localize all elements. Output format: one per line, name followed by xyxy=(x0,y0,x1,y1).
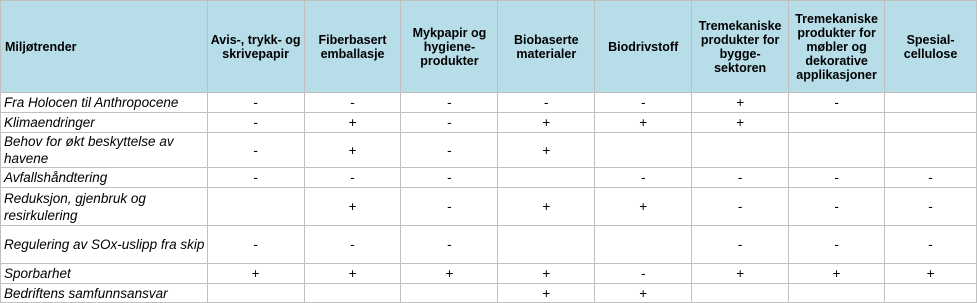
trend-mark: - xyxy=(447,199,452,214)
trend-cell xyxy=(304,188,401,226)
trend-mark: + xyxy=(542,115,551,130)
header-column: Avis-, trykk- og skrivepapir xyxy=(207,1,304,93)
trend-mark: + xyxy=(348,142,357,158)
trend-cell xyxy=(789,93,885,113)
trend-cell xyxy=(789,264,885,284)
header-trends: Miljøtrender xyxy=(1,1,208,93)
row-label: Bedriftens samfunnsansvar xyxy=(1,284,208,303)
trend-mark: - xyxy=(928,170,933,185)
trend-mark: - xyxy=(253,115,258,130)
trend-mark: + xyxy=(445,266,454,281)
trend-mark: - xyxy=(447,115,452,130)
trend-cell xyxy=(789,133,885,168)
trend-cell xyxy=(789,284,885,303)
table-row xyxy=(1,133,977,168)
trend-mark: + xyxy=(832,266,841,281)
trend-cell xyxy=(498,226,595,264)
trend-cell xyxy=(207,264,304,284)
header-column: Tremekaniske produkter for møbler og dekorative applikasjoner xyxy=(789,1,885,93)
trend-mark: - xyxy=(928,199,933,214)
trend-cell xyxy=(885,168,977,188)
trend-mark: - xyxy=(447,95,452,110)
trend-cell xyxy=(304,226,401,264)
trend-mark: - xyxy=(928,237,933,252)
trend-cell xyxy=(401,226,498,264)
trend-cell xyxy=(692,226,789,264)
trend-cell xyxy=(207,93,304,113)
header-row xyxy=(1,1,977,93)
header-column: Fiberbasert emballasje xyxy=(304,1,401,93)
trend-cell xyxy=(692,113,789,133)
trend-cell xyxy=(595,188,692,226)
trend-cell xyxy=(207,284,304,303)
trend-mark: - xyxy=(253,95,258,110)
trend-mark: + xyxy=(736,115,745,130)
trend-mark: + xyxy=(348,266,357,281)
trend-mark: - xyxy=(737,170,743,185)
trend-mark: - xyxy=(640,170,646,185)
trend-mark: + xyxy=(542,142,551,158)
row-label: Behov for økt beskyttelse av havene xyxy=(1,133,208,168)
trend-cell xyxy=(304,264,401,284)
trend-cell xyxy=(885,284,977,303)
trend-cell xyxy=(401,188,498,226)
trend-cell xyxy=(304,113,401,133)
trend-cell xyxy=(595,168,692,188)
trend-cell xyxy=(692,133,789,168)
trend-cell xyxy=(304,93,401,113)
header-column: Tremekaniske produkter for bygge- sektoren xyxy=(692,1,789,93)
trend-cell xyxy=(401,168,498,188)
trend-cell xyxy=(401,93,498,113)
trend-mark: + xyxy=(348,199,357,214)
trend-cell xyxy=(304,284,401,303)
trend-cell xyxy=(207,226,304,264)
trend-cell xyxy=(498,264,595,284)
trend-cell xyxy=(595,226,692,264)
header-column: Biodrivstoff xyxy=(595,1,692,93)
trend-mark: + xyxy=(639,115,648,130)
trend-mark: - xyxy=(447,142,452,158)
trend-mark: + xyxy=(639,199,648,214)
table-row xyxy=(1,113,977,133)
table-row xyxy=(1,93,977,113)
trend-cell xyxy=(595,93,692,113)
trend-mark: + xyxy=(639,285,648,301)
trend-cell xyxy=(789,188,885,226)
row-label: Avfallshåndtering xyxy=(1,168,208,188)
trend-cell xyxy=(885,188,977,226)
trend-cell xyxy=(304,133,401,168)
trend-cell xyxy=(498,93,595,113)
trend-mark: - xyxy=(834,170,839,185)
trend-mark: + xyxy=(251,266,260,281)
trend-cell xyxy=(207,188,304,226)
trend-cell xyxy=(401,264,498,284)
table-row xyxy=(1,226,977,264)
trend-mark: - xyxy=(447,237,452,252)
trend-mark: + xyxy=(542,199,551,214)
row-label: Regulering av SOx-uslipp fra skip xyxy=(1,226,208,264)
trend-mark: + xyxy=(736,95,745,110)
trend-cell xyxy=(207,113,304,133)
trend-mark: - xyxy=(350,170,355,185)
trend-mark: + xyxy=(542,266,551,281)
trend-mark: - xyxy=(253,170,258,185)
trend-cell xyxy=(498,188,595,226)
trend-cell xyxy=(692,168,789,188)
trend-mark: - xyxy=(253,237,258,252)
trend-cell xyxy=(885,133,977,168)
table-row xyxy=(1,284,977,303)
trend-mark: - xyxy=(737,199,743,214)
trend-cell xyxy=(885,113,977,133)
trend-cell xyxy=(498,133,595,168)
trend-cell xyxy=(789,226,885,264)
table-row xyxy=(1,264,977,284)
trend-mark: - xyxy=(350,95,355,110)
table-row xyxy=(1,168,977,188)
trend-mark: - xyxy=(544,95,549,110)
row-label: Fra Holocen til Anthropocene xyxy=(1,93,208,113)
trend-mark: - xyxy=(834,199,839,214)
trend-cell xyxy=(692,264,789,284)
trend-cell xyxy=(401,113,498,133)
trend-cell xyxy=(692,284,789,303)
trend-cell xyxy=(207,168,304,188)
trend-mark: - xyxy=(640,266,646,281)
trend-cell xyxy=(885,93,977,113)
trend-cell xyxy=(789,168,885,188)
trend-cell xyxy=(692,188,789,226)
trend-cell xyxy=(595,133,692,168)
header-column: Spesial- cellulose xyxy=(885,1,977,93)
trend-cell xyxy=(498,284,595,303)
trend-cell xyxy=(401,133,498,168)
header-column: Biobaserte materialer xyxy=(498,1,595,93)
trend-mark: + xyxy=(348,115,357,130)
trend-mark: + xyxy=(926,266,935,281)
trend-cell xyxy=(498,168,595,188)
trend-mark: + xyxy=(542,285,551,301)
trend-mark: - xyxy=(640,95,646,110)
trend-mark: - xyxy=(253,142,258,158)
trend-cell xyxy=(595,284,692,303)
trend-cell xyxy=(401,284,498,303)
trend-cell xyxy=(304,168,401,188)
header-column: Mykpapir og hygiene- produkter xyxy=(401,1,498,93)
trend-mark: - xyxy=(350,237,355,252)
trend-mark: - xyxy=(834,95,839,110)
trend-mark: - xyxy=(737,237,743,252)
trend-cell xyxy=(885,226,977,264)
trend-cell xyxy=(692,93,789,113)
row-label: Klimaendringer xyxy=(1,113,208,133)
trend-cell xyxy=(885,264,977,284)
trend-cell xyxy=(595,264,692,284)
trend-cell xyxy=(207,133,304,168)
trend-mark: - xyxy=(834,237,839,252)
trend-cell xyxy=(789,113,885,133)
trend-cell xyxy=(498,113,595,133)
trend-mark: + xyxy=(736,266,745,281)
table-row xyxy=(1,188,977,226)
row-label: Reduksjon, gjenbruk og resirkulering xyxy=(1,188,208,226)
trend-cell xyxy=(595,113,692,133)
trend-mark: - xyxy=(447,170,452,185)
row-label: Sporbarhet xyxy=(1,264,208,284)
